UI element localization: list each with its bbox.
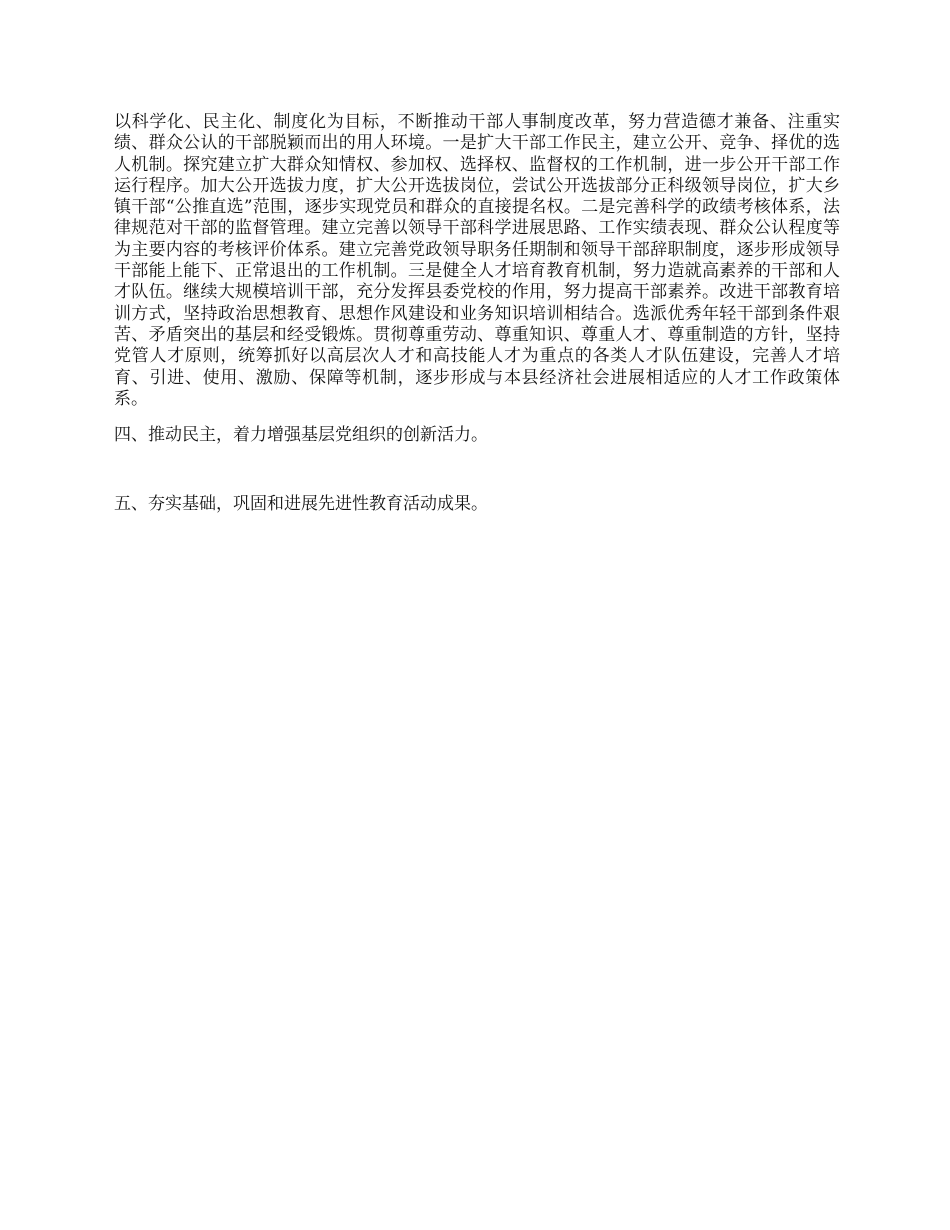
section-five-heading: 五、夯实基础，巩固和进展先进性教育活动成果。 bbox=[114, 494, 488, 515]
document-content bbox=[114, 112, 840, 516]
section-four-heading: 四、推动民主，着力增强基层党组织的创新活力。 bbox=[114, 425, 488, 446]
body-paragraph: 以科学化、民主化、制度化为目标，不断推动干部人事制度改革，努力营造德才兼备、注重实绩、群众公认的干部脱颖而出的用人环境。一是扩大干部工作民主，建立公开、竞争、择优的选人机制。探究建立扩大群众知情权、参加权、选择权、监督权的工作机制，进一步公开干部工作运行程序。加大公开选拔力度，扩大公开选拔岗位，尝试公开选拔部分正科级领导岗位，扩大乡镇干部“公推直选”范围，逐步实现党员和群众的直接提名权。二是完善科学的政绩考核体系，法律规范对干部的监督管理。建立完善以领导干部科学进展思路、工作实绩表现、群众公认程度等为主要内容的考核评价体系。建立完善党政领导职务任期制和领导干部辞职制度，逐步形成领导干部能上能下、正常退出的工作机制。三是健全人才培育教育机制，努力造就高素养的干部和人才队伍。继续大规模培训干部，充分发挥县委党校的作用，努力提高干部素养。改进干部教育培训方式，坚持政治思想教育、思想作风建设和业务知识培训相结合。选派优秀年轻干部到条件艰苦、矛盾突出的基层和经受锻炼。贯彻尊重劳动、尊重知识、尊重人才、尊重制造的方针，坚持党管人才原则，统筹抓好以高层次人才和高技能人才为重点的各类人才队伍建设，完善人才培育、引进、使用、激励、保障等机制，逐步形成与本县经济社会进展相适应的人才工作政策体系。 bbox=[114, 112, 840, 409]
